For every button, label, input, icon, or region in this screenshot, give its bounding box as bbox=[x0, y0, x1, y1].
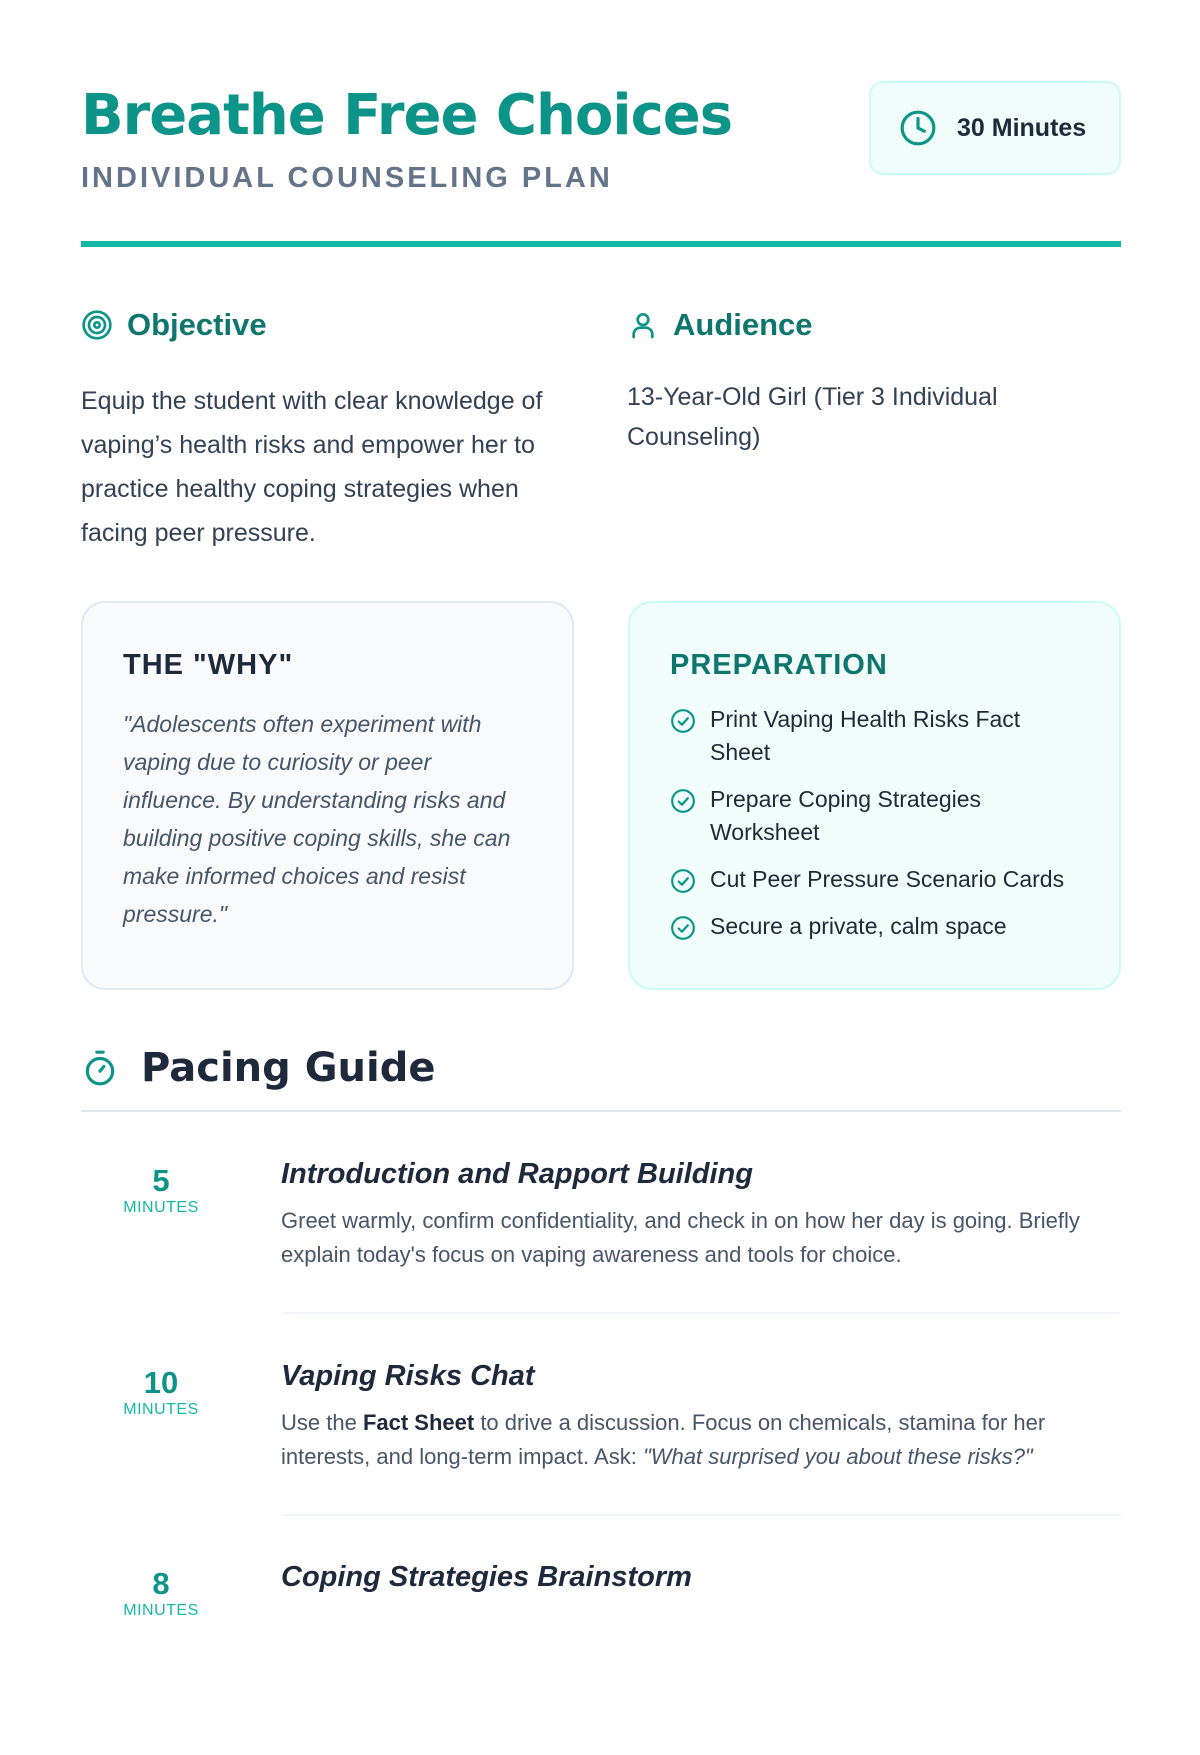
pacing-guide-header bbox=[81, 1045, 1121, 1091]
pacing-guide-heading: Pacing Guide bbox=[141, 1045, 436, 1091]
step-duration bbox=[81, 1164, 241, 1218]
audience-heading: Audience bbox=[673, 307, 813, 342]
step-minutes: 10 bbox=[143, 1365, 179, 1400]
preparation-item bbox=[670, 783, 1079, 849]
page-subtitle: INDIVIDUAL COUNSELING PLAN bbox=[81, 162, 613, 194]
step-title: Vaping Risks Chat bbox=[281, 1360, 535, 1392]
pacing-step bbox=[81, 1555, 1121, 1755]
clock-icon bbox=[899, 109, 937, 147]
preparation-item bbox=[670, 863, 1079, 896]
preparation-item bbox=[670, 910, 1079, 943]
target-icon bbox=[81, 309, 113, 341]
check-circle-icon bbox=[670, 915, 696, 941]
step-title: Introduction and Rapport Building bbox=[281, 1158, 753, 1190]
pacing-divider bbox=[81, 1110, 1121, 1112]
pacing-step bbox=[81, 1354, 1121, 1554]
stopwatch-icon bbox=[81, 1049, 119, 1087]
why-card bbox=[81, 601, 574, 990]
preparation-heading: PREPARATION bbox=[670, 649, 888, 681]
preparation-card bbox=[628, 601, 1121, 990]
objective-text: Equip the student with clear knowledge of vaping’s health risks and empower her to practice healthy coping strategies when facing peer pressure. bbox=[81, 387, 543, 547]
fact-sheet-emphasis: Fact Sheet bbox=[362, 1410, 475, 1435]
step-divider bbox=[281, 1312, 1121, 1314]
preparation-item-label: Print Vaping Health Risks Fact Sheet bbox=[710, 706, 1021, 765]
audience-text: 13-Year-Old Girl (Tier 3 Individual Counseling) bbox=[627, 383, 998, 451]
step-minutes-unit: MINUTES bbox=[123, 1199, 199, 1216]
user-icon bbox=[627, 309, 659, 341]
step-minutes-unit: MINUTES bbox=[123, 1602, 199, 1619]
duration-badge bbox=[869, 81, 1121, 175]
discussion-question: "What surprised you about these risks?" bbox=[642, 1444, 1033, 1469]
step-divider bbox=[281, 1514, 1121, 1516]
step-description: Use the Fact Sheet to drive a discussion. Focus on chemicals, stamina for her interests, and long-term impact. Ask: "What surprised you about these risks?" bbox=[281, 1410, 1046, 1469]
check-circle-icon bbox=[670, 708, 696, 734]
step-description: Greet warmly, confirm confidentiality, and check in on how her day is going. Briefly explain today's focus on vaping awareness and tools for choice. bbox=[281, 1208, 1080, 1267]
step-duration bbox=[81, 1567, 241, 1621]
check-circle-icon bbox=[670, 788, 696, 814]
check-circle-icon bbox=[670, 868, 696, 894]
preparation-item bbox=[670, 703, 1079, 769]
step-minutes: 8 bbox=[152, 1566, 170, 1601]
objective-section bbox=[81, 305, 576, 555]
why-heading: THE "WHY" bbox=[123, 649, 294, 681]
pacing-step bbox=[81, 1152, 1121, 1352]
preparation-list bbox=[670, 703, 1079, 943]
why-quote: "Adolescents often experiment with vaping due to curiosity or peer influence. By understanding risks and building positive coping skills, she can make informed choices and resist pressure." bbox=[123, 711, 511, 927]
audience-section bbox=[627, 305, 1122, 457]
step-title: Coping Strategies Brainstorm bbox=[281, 1561, 692, 1593]
objective-heading: Objective bbox=[127, 307, 267, 342]
page-title: Breathe Free Choices bbox=[81, 83, 733, 148]
step-minutes-unit: MINUTES bbox=[123, 1401, 199, 1418]
header bbox=[81, 80, 1121, 200]
preparation-item-label: Prepare Coping Strategies Worksheet bbox=[710, 786, 982, 845]
preparation-item-label: Secure a private, calm space bbox=[710, 913, 1007, 939]
duration-label: 30 Minutes bbox=[957, 113, 1087, 142]
preparation-item-label: Cut Peer Pressure Scenario Cards bbox=[710, 866, 1065, 892]
header-divider bbox=[81, 241, 1121, 247]
step-duration bbox=[81, 1366, 241, 1420]
step-minutes: 5 bbox=[152, 1163, 170, 1198]
